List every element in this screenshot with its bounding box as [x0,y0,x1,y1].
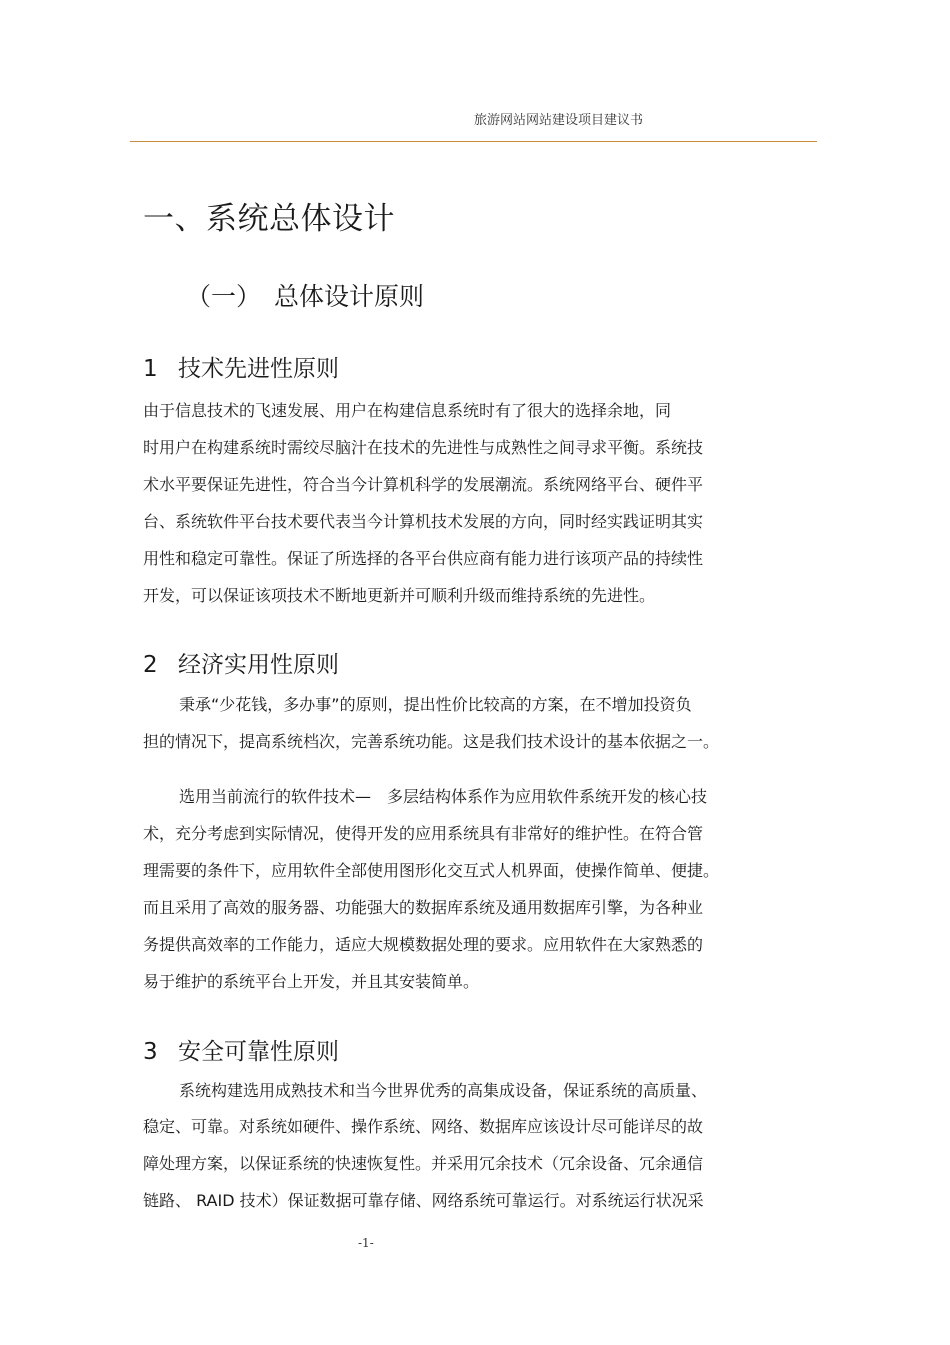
header-title: 旅游网站网站建设项目建议书 [474,113,644,128]
paragraph-line: 稳定、可靠。对系统如硬件、操作系统、网络、数据库应该设计尽可能详尽的故 [143,1117,704,1136]
paragraph-security-reliability-b [143,1116,783,1227]
paragraph-line: 担的情况下，提高系统档次，完善系统功能。这是我们技术设计的基本依据之一。 [143,732,720,751]
subsection-number: 3 [143,1039,158,1065]
chapter-title: 一、系统总体设计 [143,201,395,237]
paragraph-line: 理需要的条件下，应用软件全部使用图形化交互式人机界面，使操作简单、便捷。 [143,861,720,880]
header-divider [130,141,817,142]
paragraph-line: 而且采用了高效的服务器、功能强大的数据库系统及通用数据库引擎，为各种业 [143,898,704,917]
paragraph-line: 用性和稳定可靠性。保证了所选择的各平台供应商有能力进行该项产品的持续性 [143,549,704,568]
paragraph-line: 易于维护的系统平台上开发，并且其安装简单。 [143,972,480,991]
paragraph-line: 术水平要保证先进性，符合当今计算机科学的发展潮流。系统网络平台、硬件平 [143,475,704,494]
paragraph-line: 务提供高效率的工作能力，适应大规模数据处理的要求。应用软件在大家熟悉的 [143,935,704,954]
subsection-heading-3 [143,1033,339,1066]
paragraph-line: 由于信息技术的飞速发展、用户在构建信息系统时有了很大的选择余地，同 [143,401,672,420]
section-number: （一） [186,282,262,311]
paragraph-line: 术，充分考虑到实际情况，使得开发的应用系统具有非常好的维护性。在符合管 [143,824,704,843]
paragraph-economic-practical-1 [179,694,819,731]
paragraph-line: 选用当前流行的软件技术— 多层结构体系作为应用软件系统开发的核心技 [179,787,708,806]
subsection-title: 经济实用性原则 [178,652,339,678]
paragraph-line: 台、系统软件平台技术要代表当今计算机技术发展的方向，同时经实践证明其实 [143,512,704,531]
paragraph-line: 障处理方案，以保证系统的快速恢复性。并采用冗余技术（冗余设备、冗余通信 [143,1154,704,1173]
section-title: 总体设计原则 [274,282,425,311]
page-number: -1- [358,1236,374,1250]
subsection-title: 技术先进性原则 [178,356,339,382]
paragraph-line: 开发，可以保证该项技术不断地更新并可顺利升级而维持系统的先进性。 [143,586,656,605]
paragraph-economic-practical-1b [143,731,783,768]
subsection-heading-2 [143,646,339,679]
subsection-heading-1 [143,350,339,383]
paragraph-line: 秉承“少花钱，多办事”的原则，提出性价比较高的方案，在不增加投资负 [179,695,692,714]
paragraph-line: 链路、 RAID 技术）保证数据可靠存储、网络系统可靠运行。对系统运行状况采 [143,1191,704,1210]
paragraph-line: 时用户在构建系统时需绞尽脑汁在技术的先进性与成熟性之间寻求平衡。系统技 [143,438,704,457]
subsection-number: 2 [143,652,158,678]
section-heading [186,277,424,313]
subsection-number: 1 [143,356,158,382]
paragraph-economic-practical-2b [143,823,783,1008]
paragraph-line: 系统构建选用成熟技术和当今世界优秀的高集成设备，保证系统的高质量、 [179,1081,708,1100]
paragraph-economic-practical-2 [179,786,819,823]
subsection-title: 安全可靠性原则 [178,1039,339,1065]
paragraph-security-reliability [179,1080,819,1117]
paragraph-technology-advanced [143,400,783,622]
